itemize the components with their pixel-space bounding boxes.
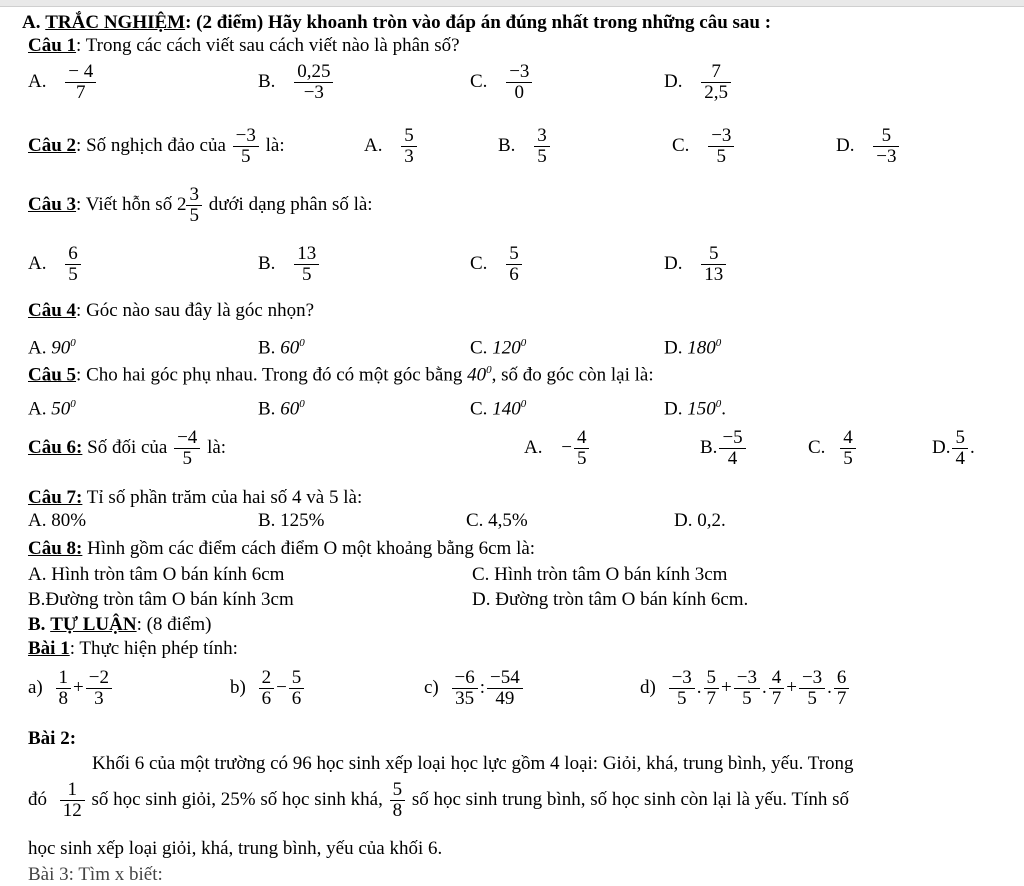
q1-option-d bbox=[664, 62, 733, 103]
fraction: $\frac{-54}{49}$ bbox=[487, 668, 523, 709]
fraction: $\frac{1}{8}$ bbox=[56, 668, 72, 709]
q6-prompt: Câu 6: Số đối của $\frac{-4}{5}$ là: bbox=[28, 427, 227, 469]
option-letter: B. bbox=[258, 252, 276, 274]
q5-option-a: A. $50^0$ bbox=[28, 398, 76, 420]
fraction: $\frac{-2}{3}$ bbox=[86, 668, 112, 709]
q4-option-b: B. $60^0$ bbox=[258, 337, 305, 359]
fraction: $\frac{4}{7}$ bbox=[769, 668, 785, 709]
q5-text: : Cho hai góc phụ nhau. Trong đó có một góc bằng bbox=[76, 364, 463, 386]
option-letter: C. bbox=[470, 252, 488, 274]
option-letter: A. bbox=[364, 134, 383, 156]
q3-option-c bbox=[470, 244, 524, 285]
option-letter: B. bbox=[258, 70, 276, 92]
section-a-label: A. bbox=[22, 12, 41, 33]
fraction: $\frac{-4}{5}$ bbox=[174, 428, 200, 469]
q6-option-a: A. − $\frac{4}{5}$ bbox=[524, 428, 591, 469]
q8-prompt: Câu 8: Hình gồm các điểm cách điểm O một khoảng bằng 6cm là: bbox=[28, 538, 536, 559]
q1-option-c bbox=[470, 62, 534, 103]
option-letter: D. bbox=[836, 134, 855, 156]
section-a-rest: : (2 điểm) Hãy khoanh tròn vào đáp án đúng nhất trong những câu sau : bbox=[185, 12, 772, 33]
q1-label: Câu 1 bbox=[28, 35, 77, 56]
q2-option-c bbox=[672, 126, 736, 167]
fraction: $\frac{5}{13}$ bbox=[701, 244, 726, 285]
q3-text: : Viết hỗn số bbox=[76, 193, 173, 215]
q8-option-a: A. Hình tròn tâm O bán kính 6cm bbox=[28, 564, 285, 585]
bai1-prompt: Bài 1: Thực hiện phép tính: bbox=[28, 638, 238, 659]
bai2-line3: học sinh xếp loại giỏi, khá, trung bình, yếu của khối 6. bbox=[28, 838, 443, 859]
option-letter: D. bbox=[664, 252, 683, 274]
q1-option-b bbox=[258, 62, 335, 103]
fraction: $\frac{-3}{5}$ bbox=[233, 126, 259, 167]
q3-after: dưới dạng phân số là: bbox=[208, 193, 373, 215]
option-letter: D. bbox=[664, 70, 683, 92]
q5-option-c: C. $140^0$ bbox=[470, 398, 527, 420]
q7-label: Câu 7: bbox=[28, 487, 83, 508]
q8-option-c: C. Hình tròn tâm O bán kính 3cm bbox=[472, 564, 728, 585]
fraction: $\frac{1}{12}$ bbox=[60, 780, 85, 821]
q7-option-b: B. 125% bbox=[258, 510, 325, 531]
q1-option-a bbox=[28, 62, 98, 103]
q1-prompt bbox=[28, 35, 460, 57]
fraction: $\frac{-3}{5}$ bbox=[708, 126, 734, 167]
q7-option-a: A. 80% bbox=[28, 510, 87, 531]
bai2-line1: Khối 6 của một trường có 96 học sinh xếp loại học lực gồm 4 loại: Giỏi, khá, trung bình, yếu. Trong bbox=[92, 753, 854, 774]
q4-prompt bbox=[28, 300, 314, 322]
fraction: $\frac{6}{7}$ bbox=[834, 668, 850, 709]
fraction: $\frac{5}{8}$ bbox=[390, 780, 406, 821]
fraction: $\frac{-3}{0}$ bbox=[506, 62, 532, 103]
q2-option-b bbox=[498, 126, 552, 167]
fraction: $\frac{-6}{35}$ bbox=[452, 668, 478, 709]
q3-option-b bbox=[258, 244, 321, 285]
fraction: $\frac{3}{5}$ bbox=[534, 126, 550, 167]
q3-option-a bbox=[28, 244, 83, 285]
bai1-label: Bài 1 bbox=[28, 638, 70, 659]
bai3-cut-line: Bài 3: Tìm x biết: bbox=[28, 864, 163, 885]
option-letter: C. bbox=[470, 70, 488, 92]
fraction: $\frac{4}{5}$ bbox=[840, 428, 856, 469]
fraction: $\frac{13}{5}$ bbox=[294, 244, 319, 285]
q6-option-d: D. $\frac{5}{4}$ . bbox=[932, 427, 975, 469]
q2-label: Câu 2 bbox=[28, 134, 77, 156]
q1-text: : Trong các cách viết sau cách viết nào là phân số? bbox=[76, 35, 460, 56]
fraction: $\frac{0,25}{-3}$ bbox=[294, 62, 333, 103]
section-a-title: TRẮC NGHIỆM bbox=[45, 12, 186, 33]
q6-option-b: B. $\frac{-5}{4}$ bbox=[700, 428, 748, 469]
fraction: $\frac{-3}{5}$ bbox=[799, 668, 825, 709]
q4-option-c: C. $120^0$ bbox=[470, 337, 527, 359]
q2-after: là: bbox=[265, 134, 285, 156]
section-a-heading bbox=[22, 12, 771, 34]
q7-option-c: C. 4,5% bbox=[466, 510, 528, 531]
q2-option-d bbox=[836, 126, 901, 167]
q5-option-d: D. $150^0$. bbox=[664, 398, 726, 420]
fraction: $\frac{2}{6}$ bbox=[259, 668, 275, 709]
option-letter: B. bbox=[498, 134, 516, 156]
q8-label: Câu 8: bbox=[28, 538, 83, 559]
fraction: $\frac{5}{7}$ bbox=[704, 668, 720, 709]
q3-label: Câu 3 bbox=[28, 193, 77, 215]
q3-prompt bbox=[28, 185, 373, 226]
q6-option-c: C. $\frac{4}{5}$ bbox=[808, 428, 858, 469]
fraction: $\frac{-3}{5}$ bbox=[669, 668, 695, 709]
bai2-line2: đó $\frac{1}{12}$ số học sinh giỏi, 25% số học sinh khá, $\frac{5}{8}$ số học sinh trung bình, số học sinh còn lại là yếu. Tính số bbox=[28, 779, 849, 821]
bai1-item-d: d) $\frac{-3}{5}$ . $\frac{5}{7}$ + $\frac{-3}{5}$ . $\frac{4}{7}$ + $\frac{-3}{5}$ . $\frac{6}{7}$ bbox=[640, 668, 851, 709]
fraction: $\frac{5}{-3}$ bbox=[873, 126, 899, 167]
q3-option-d bbox=[664, 244, 728, 285]
fraction: $\frac{- 4}{7}$ bbox=[65, 62, 96, 103]
q4-option-d: D. $180^0$ bbox=[664, 337, 722, 359]
q7-option-d: D. 0,2. bbox=[674, 510, 726, 531]
fraction: $\frac{5}{6}$ bbox=[289, 668, 305, 709]
fraction: $\frac{-5}{4}$ bbox=[719, 428, 745, 469]
fraction: $\frac{-3}{5}$ bbox=[734, 668, 760, 709]
q2-option-a bbox=[364, 126, 419, 167]
option-letter: A. bbox=[28, 70, 47, 92]
q5-option-b: B. $60^0$ bbox=[258, 398, 305, 420]
option-letter: C. bbox=[672, 134, 690, 156]
bai1-item-a: a) $\frac{1}{8}$ + $\frac{-2}{3}$ bbox=[28, 668, 114, 709]
fraction: $\frac{5}{4}$ bbox=[952, 428, 968, 469]
fraction: $\frac{6}{5}$ bbox=[65, 244, 81, 285]
window-top-bar bbox=[0, 0, 1024, 7]
bai1-item-c: c) $\frac{-6}{35}$ : $\frac{-54}{49}$ bbox=[424, 668, 525, 709]
option-letter: A. bbox=[28, 252, 47, 274]
section-b-title: TỰ LUẬN bbox=[50, 614, 137, 635]
q4-option-a: A. $90^0$ bbox=[28, 337, 76, 359]
q7-prompt: Câu 7: Tỉ số phần trăm của hai số 4 và 5 là: bbox=[28, 487, 363, 508]
mixed-whole: 2 bbox=[176, 193, 187, 215]
fraction: $\frac{3}{5}$ bbox=[186, 185, 202, 226]
fraction: $\frac{5}{6}$ bbox=[506, 244, 522, 285]
q8-option-d: D. Đường tròn tâm O bán kính 6cm. bbox=[472, 589, 749, 610]
q5-prompt: Câu 5: Cho hai góc phụ nhau. Trong đó có một góc bằng $40^0$, số đo góc còn lại là: bbox=[28, 364, 654, 386]
fraction: $\frac{4}{5}$ bbox=[574, 428, 590, 469]
q8-option-b: B.Đường tròn tâm O bán kính 3cm bbox=[28, 589, 294, 610]
q2-text: : Số nghịch đảo của bbox=[76, 134, 226, 156]
fraction: $\frac{5}{3}$ bbox=[401, 126, 417, 167]
q5-label: Câu 5 bbox=[28, 364, 77, 386]
q6-label: Câu 6: bbox=[28, 436, 83, 458]
q2-prompt bbox=[28, 126, 285, 167]
q4-text: : Góc nào sau đây là góc nhọn? bbox=[76, 300, 315, 321]
bai2-label: Bài 2: bbox=[28, 728, 77, 749]
bai1-item-b: b) $\frac{2}{6}$ − $\frac{5}{6}$ bbox=[230, 668, 306, 709]
q4-label: Câu 4 bbox=[28, 300, 77, 321]
fraction: $\frac{7}{2,5}$ bbox=[701, 62, 731, 103]
section-b-heading: B. TỰ LUẬN: (8 điểm) bbox=[28, 614, 212, 635]
